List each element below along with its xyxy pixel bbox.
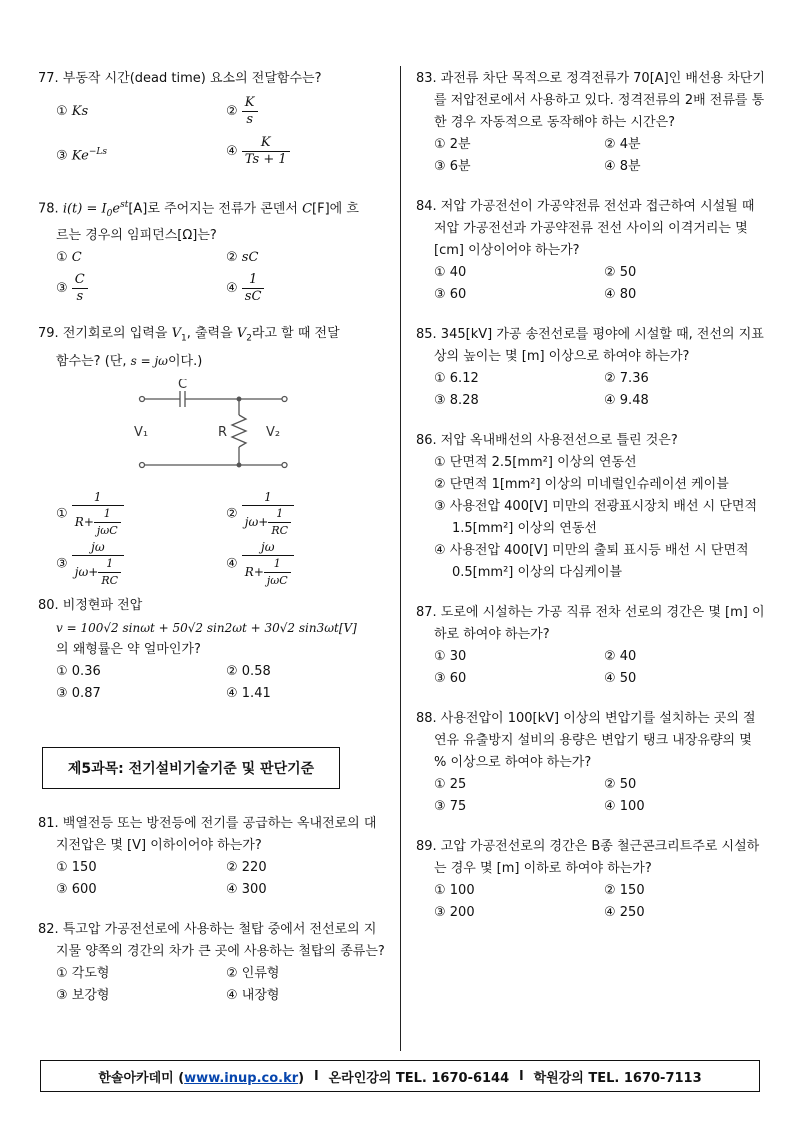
question-82-text: 82. 특고압 가공전선로에 사용하는 철탑 중에서 전선로의 지지물 양쪽의 경간의 차가 큰 곳에 사용하는 철탑의 종류는?	[38, 921, 385, 959]
question-87-text: 87. 도로에 시설하는 가공 직류 전차 선로의 경간은 몇 [m] 이하로 하여야 하는가?	[416, 605, 765, 642]
q87-option-4: ④ 50	[604, 671, 637, 686]
question-86	[416, 430, 766, 584]
q77-option-1: ① Ks	[56, 104, 89, 119]
question-87	[416, 602, 766, 690]
q89-option-4: ④ 250	[604, 905, 645, 920]
q85-option-4: ④ 9.48	[604, 393, 649, 408]
capacitor-label: C	[178, 378, 188, 392]
v1-label: V₁	[134, 424, 149, 440]
question-85	[416, 324, 766, 412]
question-80-formula: v = 100√2 sinωt + 50√2 sin2ωt + 30√2 sin3ωt[V]	[56, 620, 357, 635]
question-77	[38, 68, 388, 176]
rc-circuit-diagram	[134, 379, 294, 475]
q89-option-2: ② 150	[604, 883, 645, 898]
footer-bar	[40, 1060, 760, 1092]
question-86-text: 86. 저압 옥내배선의 사용전선으로 틀린 것은?	[416, 433, 678, 448]
resistor-label: R	[218, 424, 228, 440]
q78-option-2: ② sC	[226, 250, 259, 266]
q78-option-4: ④ $\frac{1}{sC}$	[226, 269, 396, 309]
q80-option-3: ③ 0.87	[56, 685, 101, 701]
q84-option-1: ① 40	[434, 265, 467, 280]
q88-option-4: ④ 100	[604, 799, 645, 814]
q82-option-3: ③ 보강형	[56, 987, 110, 1003]
question-80-text-line3: 의 왜형률은 약 얼마인가?	[56, 641, 201, 657]
question-80-text: 80. 비정현파 전압	[38, 597, 143, 613]
footer-online-tel: 온라인강의 TEL. 1670-6144	[328, 1070, 510, 1086]
q83-option-2: ② 4분	[604, 137, 641, 152]
q89-option-1: ① 100	[434, 883, 475, 898]
footer-separator: l	[519, 1068, 524, 1084]
question-84	[416, 196, 766, 306]
q89-option-3: ③ 200	[434, 905, 475, 920]
question-82	[38, 919, 388, 1007]
q84-option-3: ③ 60	[434, 287, 467, 302]
section-title-box: 제5과목: 전기설비기술기준 및 판단기준	[42, 747, 340, 789]
q86-option-2: ② 단면적 1[mm²] 이상의 미네럴인슈레이션 케이블	[434, 477, 729, 492]
question-89	[416, 836, 766, 924]
question-83	[416, 68, 766, 178]
q82-option-2: ② 인류형	[226, 965, 280, 981]
q87-option-1: ① 30	[434, 649, 467, 664]
footer-offline-tel: 학원강의 TEL. 1670-7113	[533, 1070, 702, 1086]
question-79	[38, 323, 388, 589]
q82-option-1: ① 각도형	[56, 965, 110, 981]
question-78-text: 78. $i(t) = I_0e^{st}[A]$로 주어지는 전류가 콘덴서 C[F]에 흐	[38, 200, 359, 220]
question-78	[38, 194, 388, 309]
q79-option-1: ① 1 R+ $\frac{1}{\text{jωC}}$	[56, 489, 226, 539]
q79-option-4: ④ jω R+ $\frac{1}{\text{jωC}}$	[226, 539, 396, 589]
column-divider	[400, 66, 401, 1051]
question-85-text: 85. 345[kV] 가공 송전선로를 평야에 시설할 때, 전선의 지표상의 높이는 몇 [m] 이상으로 하여야 하는가?	[416, 327, 764, 364]
footer-separator: l	[314, 1068, 319, 1084]
question-88-text: 88. 사용전압이 100[kV] 이상의 변압기를 설치하는 곳의 절연유 유출방지 설비의 용량은 변압기 탱크 내장유량의 몇 % 이상으로 하여야 하는가?	[416, 711, 756, 770]
q86-option-1: ① 단면적 2.5[mm²] 이상의 연동선	[434, 455, 637, 470]
q79-option-3: ③ jω jω+ $\frac{1}{RC}$	[56, 539, 226, 589]
q81-option-4: ④ 300	[226, 881, 267, 897]
q85-option-2: ② 7.36	[604, 371, 649, 386]
q83-option-3: ③ 6분	[434, 159, 471, 174]
q83-option-1: ① 2분	[434, 137, 471, 152]
footer-website-link[interactable]: www.inup.co.kr	[184, 1070, 299, 1086]
q86-option-3: ③ 사용전압 400[V] 미만의 전광표시장치 배선 시 단면적 1.5[mm²] 이상의 연동선	[434, 499, 758, 536]
q88-option-3: ③ 75	[434, 799, 467, 814]
q81-option-3: ③ 600	[56, 881, 97, 897]
q81-option-1: ① 150	[56, 859, 97, 875]
question-79-text-line2: 함수는? (단, s = jω이다.)	[56, 353, 203, 369]
q82-option-4: ④ 내장형	[226, 987, 280, 1003]
v2-label: V₂	[266, 424, 281, 440]
question-80	[38, 595, 388, 705]
q88-option-1: ① 25	[434, 777, 467, 792]
question-77-text: 77. 부동작 시간(dead time) 요소의 전달함수는?	[38, 71, 322, 86]
q87-option-2: ② 40	[604, 649, 637, 664]
question-84-text: 84. 저압 가공전선이 가공약전류 전선과 접근하여 시설될 때 저압 가공전선과 가공약전류 전선 사이의 이격거리는 몇 [cm] 이상이어야 하는가?	[416, 199, 755, 258]
q84-option-2: ② 50	[604, 265, 637, 280]
q78-option-3: ③ $\frac{C}{s}$	[56, 269, 226, 309]
right-column	[416, 68, 766, 924]
q86-option-4: ④ 사용전압 400[V] 미만의 출퇴 표시등 배선 시 단면적 0.5[mm²] 이상의 다심케이블	[434, 543, 749, 580]
q78-option-1: ① C	[56, 250, 82, 266]
q77-option-4: ④ $\frac{K}{Ts + 1}$	[226, 132, 396, 176]
q77-option-3: ③ $Ke^{-Ls}$	[56, 147, 107, 164]
q77-option-2: ② $\frac{K}{s}$	[226, 92, 396, 132]
q85-option-1: ① 6.12	[434, 371, 479, 386]
question-89-text: 89. 고압 가공전선로의 경간은 B종 철근콘크리트주로 시설하는 경우 몇 [m] 이하로 하여야 하는가?	[416, 839, 760, 876]
question-83-text: 83. 과전류 차단 목적으로 정격전류가 70[A]인 배선용 차단기를 저압전로에서 사용하고 있다. 정격전류의 2배 전류를 통한 경우 자동적으로 동작해야 하는 시간은?	[416, 71, 765, 130]
question-81-text: 81. 백열전등 또는 방전등에 전기를 공급하는 옥내전로의 대지전압은 몇 [V] 이하이어야 하는가?	[38, 815, 377, 853]
footer-academy: 한솔아카데미 (www.inup.co.kr)	[98, 1070, 305, 1086]
q83-option-4: ④ 8분	[604, 159, 641, 174]
question-79-text: 79. 전기회로의 입력을 $V_1$, 출력을 $V_2$라고 할 때 전달	[38, 326, 340, 344]
q87-option-3: ③ 60	[434, 671, 467, 686]
q80-option-1: ① 0.36	[56, 663, 101, 679]
q80-option-4: ④ 1.41	[226, 685, 271, 701]
q84-option-4: ④ 80	[604, 287, 637, 302]
question-81	[38, 813, 388, 901]
q85-option-3: ③ 8.28	[434, 393, 479, 408]
question-88	[416, 708, 766, 818]
q80-option-2: ② 0.58	[226, 663, 271, 679]
left-column	[38, 68, 388, 1007]
q81-option-2: ② 220	[226, 859, 267, 875]
q79-option-2: ② 1 jω+ $\frac{1}{RC}$	[226, 489, 396, 539]
question-78-text-line2: 르는 경우의 임피던스[Ω]는?	[56, 228, 217, 244]
q88-option-2: ② 50	[604, 777, 637, 792]
